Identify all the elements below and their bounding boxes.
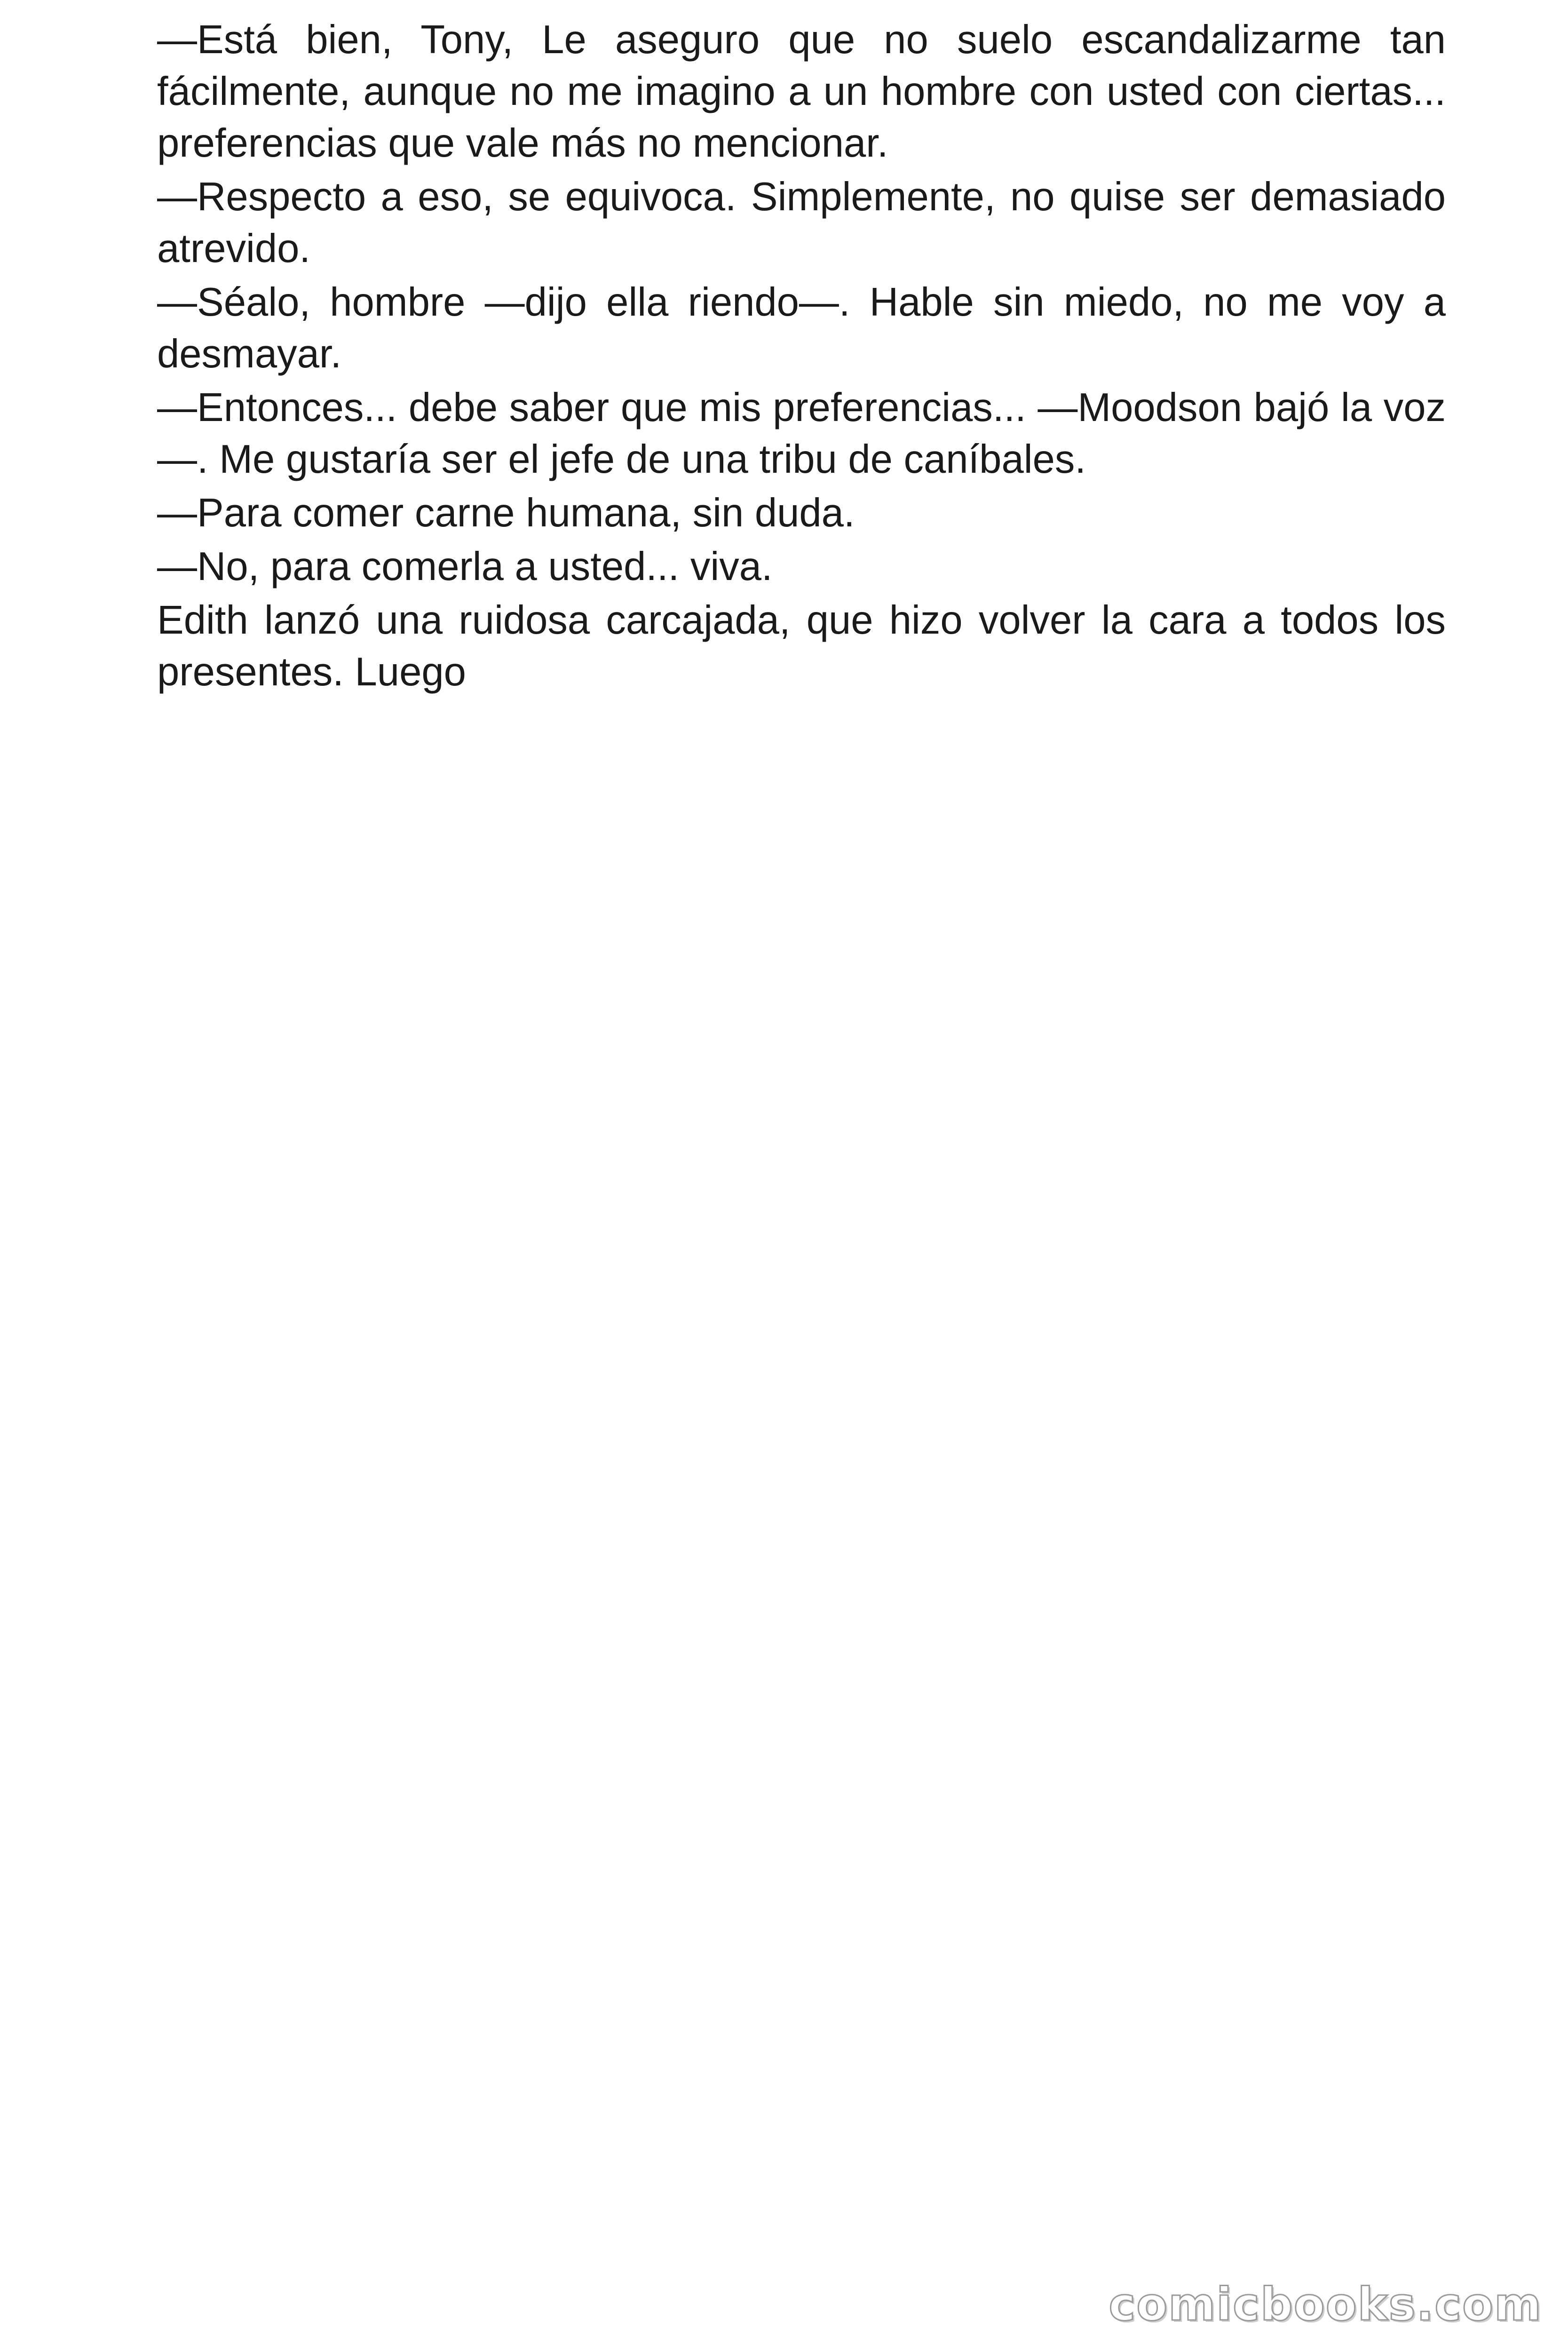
paragraph: —Entonces... debe saber que mis preferencias... —Moodson bajó la voz—. Me gustaría ser el jefe de una tribu de caníbales.	[157, 385, 1446, 482]
paragraph: —Respecto a eso, se equivoca. Simplemente, no quise ser demasiado atrevido.	[157, 175, 1446, 271]
paragraph: Edith lanzó una ruidosa carcajada, que hizo volver la cara a todos los presentes. Luego	[157, 598, 1446, 694]
paragraph: —No, para comerla a usted... viva.	[157, 544, 773, 589]
paragraph: —Está bien, Tony, Le aseguro que no suelo escandalizarme tan fácilmente, aunque no me imagino a un hombre con usted con ciertas... preferencias que vale más no mencionar.	[157, 17, 1446, 166]
body-text	[157, 14, 1446, 700]
paragraph: —Para comer carne humana, sin duda.	[157, 491, 855, 535]
watermark-logo: comicbooks.com	[1109, 2278, 1542, 2331]
paragraph: —Séalo, hombre —dijo ella riendo—. Hable sin miedo, no me voy a desmayar.	[157, 280, 1446, 376]
